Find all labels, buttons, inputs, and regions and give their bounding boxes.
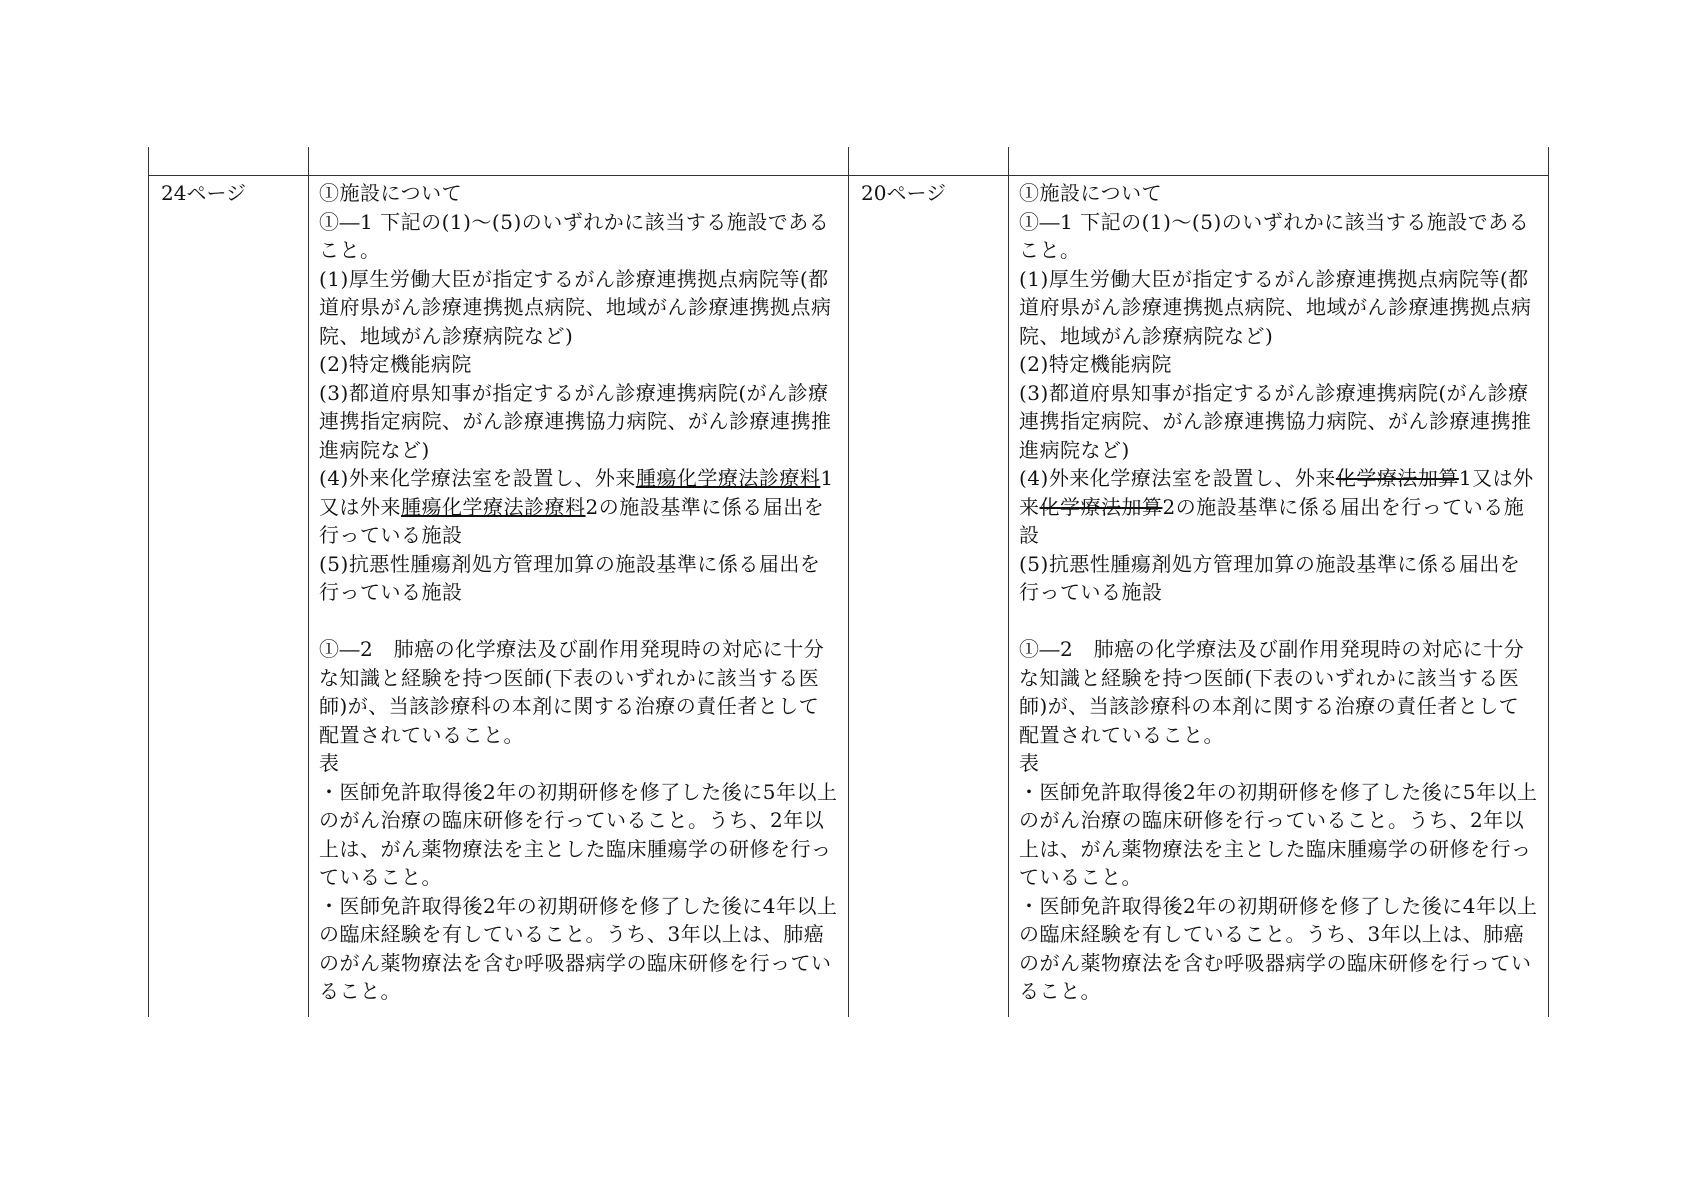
item-5: (5)抗悪性腫瘍剤処方管理加算の施設基準に係る届出を行っている施設 (319, 551, 821, 604)
section-1-2: ①―2 肺癌の化学療法及び副作用発現時の対応に十分な知識と経験を持つ医師(下表のいずれかに該当する医師)が、当該診療科の本剤に関する治療の責任者として配置されていること。 (1019, 637, 1525, 747)
left-page-label: 24ページ (161, 181, 247, 205)
right-content-cell (1009, 176, 1549, 1018)
left-content-cell (309, 176, 849, 1018)
bullet-2: ・医師免許取得後2年の初期研修を修了した後に4年以上の臨床経験を有していること。うち、3年以上は、肺癌のがん薬物療法を含む呼吸器病学の臨床研修を行っていること。 (1019, 893, 1538, 1003)
item-4: (4)外来化学療法室を設置し、外来化学療法加算1又は外来化学療法加算2の施設基準に係る届出を行っている施設 (1019, 466, 1534, 547)
revised-term-underlined: 腫瘍化学療法診療料 (635, 466, 821, 490)
facility-heading: ①施設について (319, 181, 463, 205)
right-page-label: 20ページ (861, 181, 947, 205)
item-1: (1)厚生労働大臣が指定するがん診療連携拠点病院等(都道府県がん診療連携拠点病院、地域がん診療連携拠点病院、地域がん診療病院など) (1019, 266, 1532, 348)
deleted-term-strikethrough: 化学療法加算 (1039, 494, 1163, 519)
bullet-1: ・医師免許取得後2年の初期研修を修了した後に5年以上のがん治療の臨床研修を行っていること。うち、2年以上は、がん薬物療法を主とした臨床腫瘍学の研修を行っていること。 (1019, 779, 1538, 889)
header-cell (309, 147, 849, 176)
section-1-1: ①―1 下記の(1)～(5)のいずれかに該当する施設であること。 (1019, 209, 1530, 262)
item-4: (4)外来化学療法室を設置し、外来腫瘍化学療法診療料1又は外来腫瘍化学療法診療料2の施設基準に係る届出を行っている施設 (319, 466, 834, 547)
comparison-table (148, 147, 1549, 1017)
right-page-cell (849, 176, 1009, 1018)
item-5: (5)抗悪性腫瘍剤処方管理加算の施設基準に係る届出を行っている施設 (1019, 551, 1521, 604)
item-3: (3)都道府県知事が指定するがん診療連携病院(がん診療連携指定病院、がん診療連携協力病院、がん診療連携推進病院など) (1019, 380, 1532, 462)
item-2: (2)特定機能病院 (1019, 352, 1172, 376)
left-page-cell (149, 176, 309, 1018)
table-label: 表 (1019, 751, 1040, 775)
table-row (149, 176, 1549, 1018)
header-cell (149, 147, 309, 176)
item-3: (3)都道府県知事が指定するがん診療連携病院(がん診療連携指定病院、がん診療連携協力病院、がん診療連携推進病院など) (319, 380, 832, 462)
section-1-1: ①―1 下記の(1)～(5)のいずれかに該当する施設であること。 (319, 209, 830, 262)
table-label: 表 (319, 751, 340, 775)
revised-term-underlined: 腫瘍化学療法診療料 (401, 494, 586, 519)
table-header-row (149, 147, 1549, 176)
right-content (1009, 176, 1548, 1006)
bullet-2: ・医師免許取得後2年の初期研修を修了した後に4年以上の臨床経験を有していること。うち、3年以上は、肺癌のがん薬物療法を含む呼吸器病学の臨床研修を行っていること。 (319, 893, 838, 1003)
facility-heading: ①施設について (1019, 181, 1163, 205)
section-1-2: ①―2 肺癌の化学療法及び副作用発現時の対応に十分な知識と経験を持つ医師(下表のいずれかに該当する医師)が、当該診療科の本剤に関する治療の責任者として配置されていること。 (319, 637, 825, 747)
bullet-1: ・医師免許取得後2年の初期研修を修了した後に5年以上のがん治療の臨床研修を行っていること。うち、2年以上は、がん薬物療法を主とした臨床腫瘍学の研修を行っていること。 (319, 779, 838, 889)
header-cell (849, 147, 1009, 176)
item-2: (2)特定機能病院 (319, 352, 472, 376)
item-1: (1)厚生労働大臣が指定するがん診療連携拠点病院等(都道府県がん診療連携拠点病院、地域がん診療連携拠点病院、地域がん診療病院など) (319, 266, 832, 348)
deleted-term-strikethrough: 化学療法加算 (1335, 466, 1459, 490)
header-cell (1009, 147, 1549, 176)
left-content (309, 176, 848, 1006)
